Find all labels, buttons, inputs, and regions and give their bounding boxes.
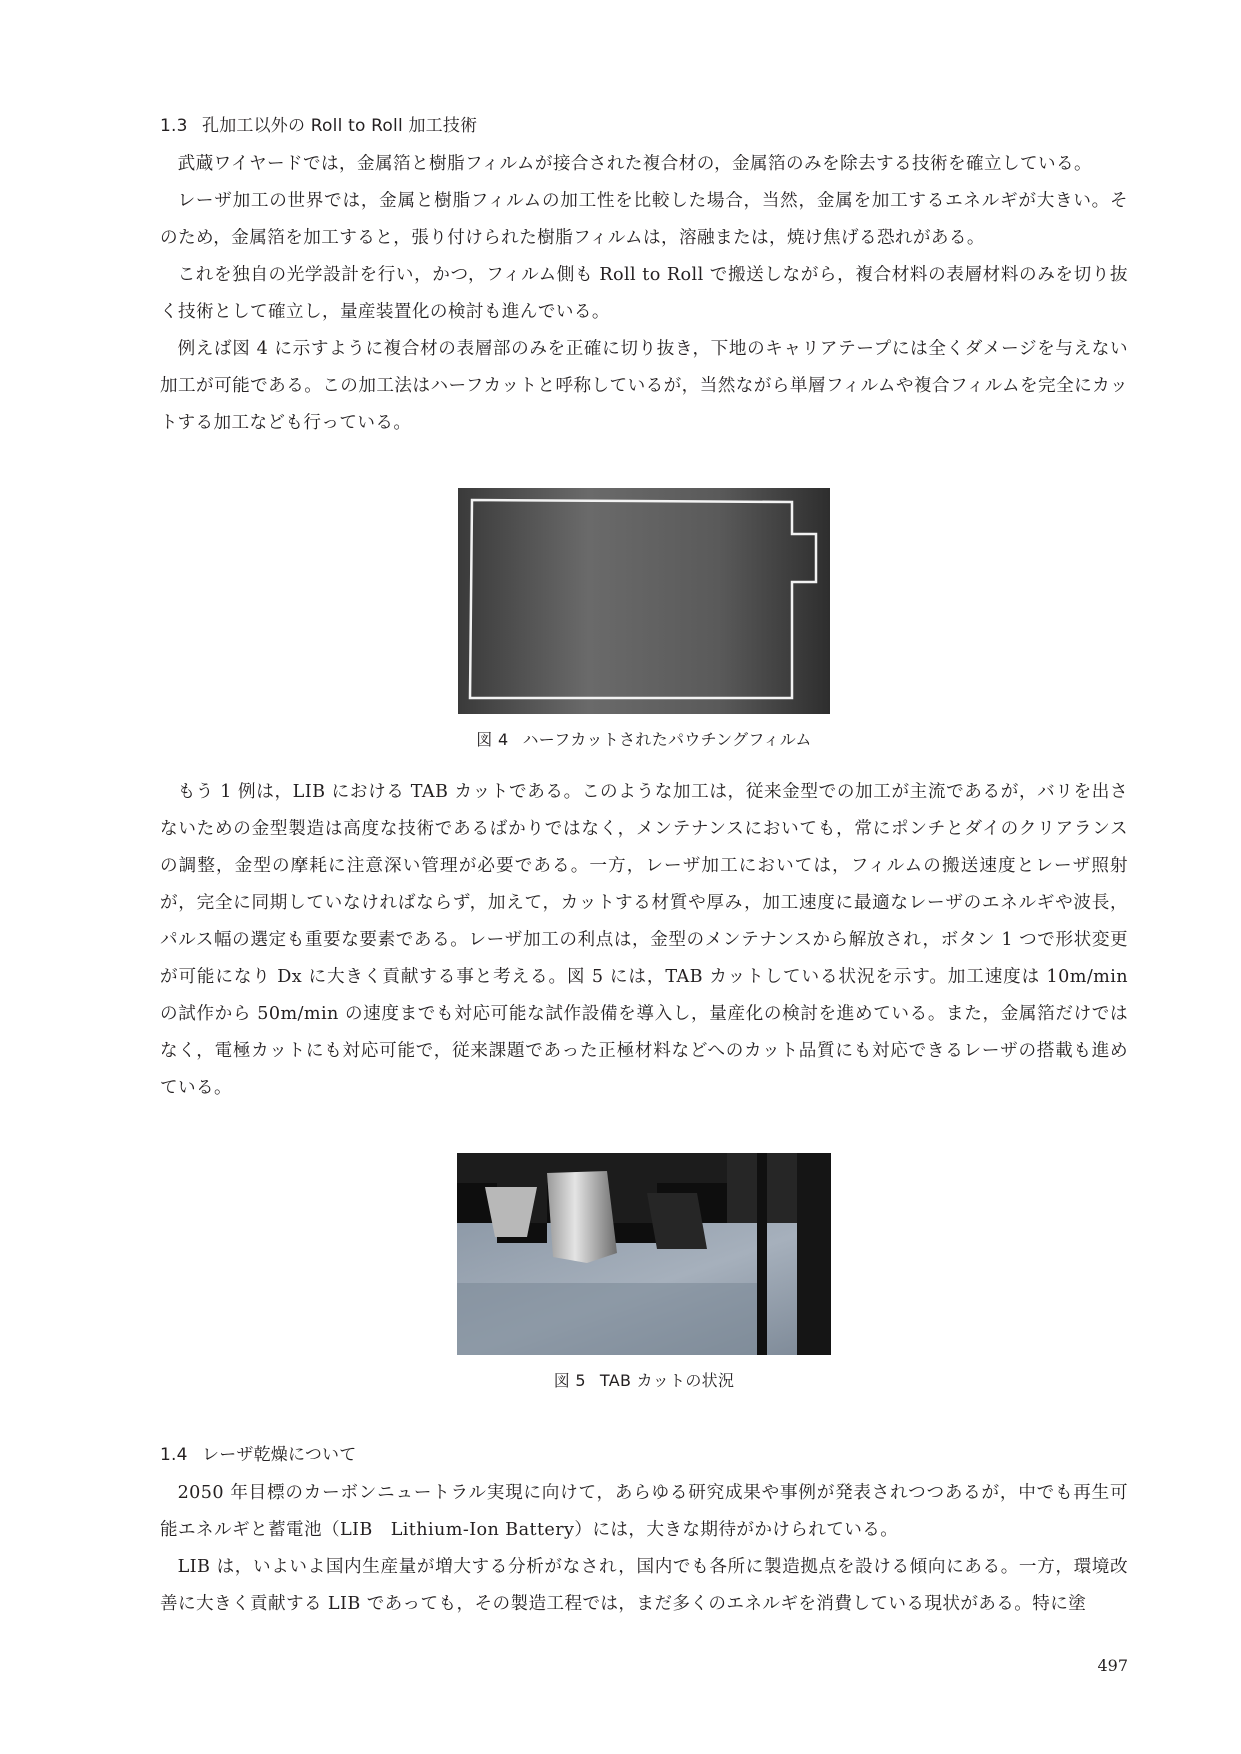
section-heading-1-4	[160, 1441, 1128, 1469]
figure-4-number: 図 4	[476, 730, 509, 749]
page-body	[160, 112, 1128, 1623]
page-number: 497	[1097, 1656, 1128, 1675]
section-number: 1.4	[160, 1445, 188, 1465]
figure-5-photo	[457, 1153, 831, 1355]
figure-5-caption	[160, 1369, 1128, 1393]
figure-4	[160, 488, 1128, 752]
paragraph: 2050 年目標のカーボンニュートラル実現に向けて，あらゆる研究成果や事例が発表されつつあるが，中でも再生可能エネルギと蓄電池（LIB Lithium-Ion Battery）には，大きな期待がかけられている。	[160, 1483, 1128, 1540]
section-1-3-continued	[160, 774, 1128, 1107]
section-heading-1-3	[160, 112, 1128, 140]
section-number: 1.3	[160, 116, 188, 136]
figure-4-caption-text: ハーフカットされたパウチングフィルム	[522, 730, 812, 749]
figure-4-photo	[458, 488, 830, 714]
tab-cut-image	[457, 1153, 831, 1355]
figure-5-caption-text: TAB カットの状況	[599, 1371, 735, 1390]
half-cut-film-image	[458, 488, 830, 714]
paragraph: これを独自の光学設計を行い，かつ，フィルム側も Roll to Roll で搬送しながら，複合材料の表層材料のみを切り抜く技術として確立し，量産装置化の検討も進んでいる。	[160, 265, 1128, 322]
paragraph: 武蔵ワイヤードでは，金属箔と樹脂フィルムが接合された複合材の，金属箔のみを除去する技術を確立している。	[177, 154, 1092, 174]
paragraph: もう 1 例は，LIB における TAB カットである。このような加工は，従来金型での加工が主流であるが，バリを出さないための金型製造は高度な技術であるばかりではなく，メンテナンスにおいても，常にポンチとダイのクリアランスの調整，金型の摩耗に注意深い管理が必要である。一方，レーザ加工においては，フィルムの搬送速度とレーザ照射が，完全に同期していなければならず，加えて，カットする材質や厚み，加工速度に最適なレーザのエネルギや波長，パルス幅の選定も重要な要素である。レーザ加工の利点は，金型のメンテナンスから解放され，ボタン 1 つで形状変更が可能になり Dx に大きく貢献する事と考える。図 5 には，TAB カットしている状況を示す。加工速度は 10m/min の試作から 50m/min の速度までも対応可能な試作設備を導入し，量産化の検討を進めている。また，金属箔だけではなく，電極カットにも対応可能で，従来課題であった正極材料などへのカット品質にも対応できるレーザの搭載も進めている。	[160, 782, 1128, 1098]
section-title: 孔加工以外の Roll to Roll 加工技術	[202, 116, 478, 136]
figure-5-number: 図 5	[553, 1371, 586, 1390]
paragraph: 例えば図 4 に示すように複合材の表層部のみを正確に切り抜き，下地のキャリアテープには全くダメージを与えない加工が可能である。この加工法はハーフカットと呼称しているが，当然ながら単層フィルムや複合フィルムを完全にカットする加工なども行っている。	[160, 339, 1128, 433]
figure-5	[160, 1153, 1128, 1393]
paragraph: LIB は，いよいよ国内生産量が増大する分析がなされ，国内でも各所に製造拠点を設ける傾向にある。一方，環境改善に大きく貢献する LIB であっても，その製造工程では，まだ多くのエネルギを消費している現状がある。特に塗	[160, 1557, 1128, 1614]
paragraph: レーザ加工の世界では，金属と樹脂フィルムの加工性を比較した場合，当然，金属を加工するエネルギが大きい。そのため，金属箔を加工すると，張り付けられた樹脂フィルムは，溶融または，焼け焦げる恐れがある。	[160, 191, 1128, 248]
section-title: レーザ乾燥について	[202, 1445, 357, 1465]
figure-4-caption	[160, 728, 1128, 752]
